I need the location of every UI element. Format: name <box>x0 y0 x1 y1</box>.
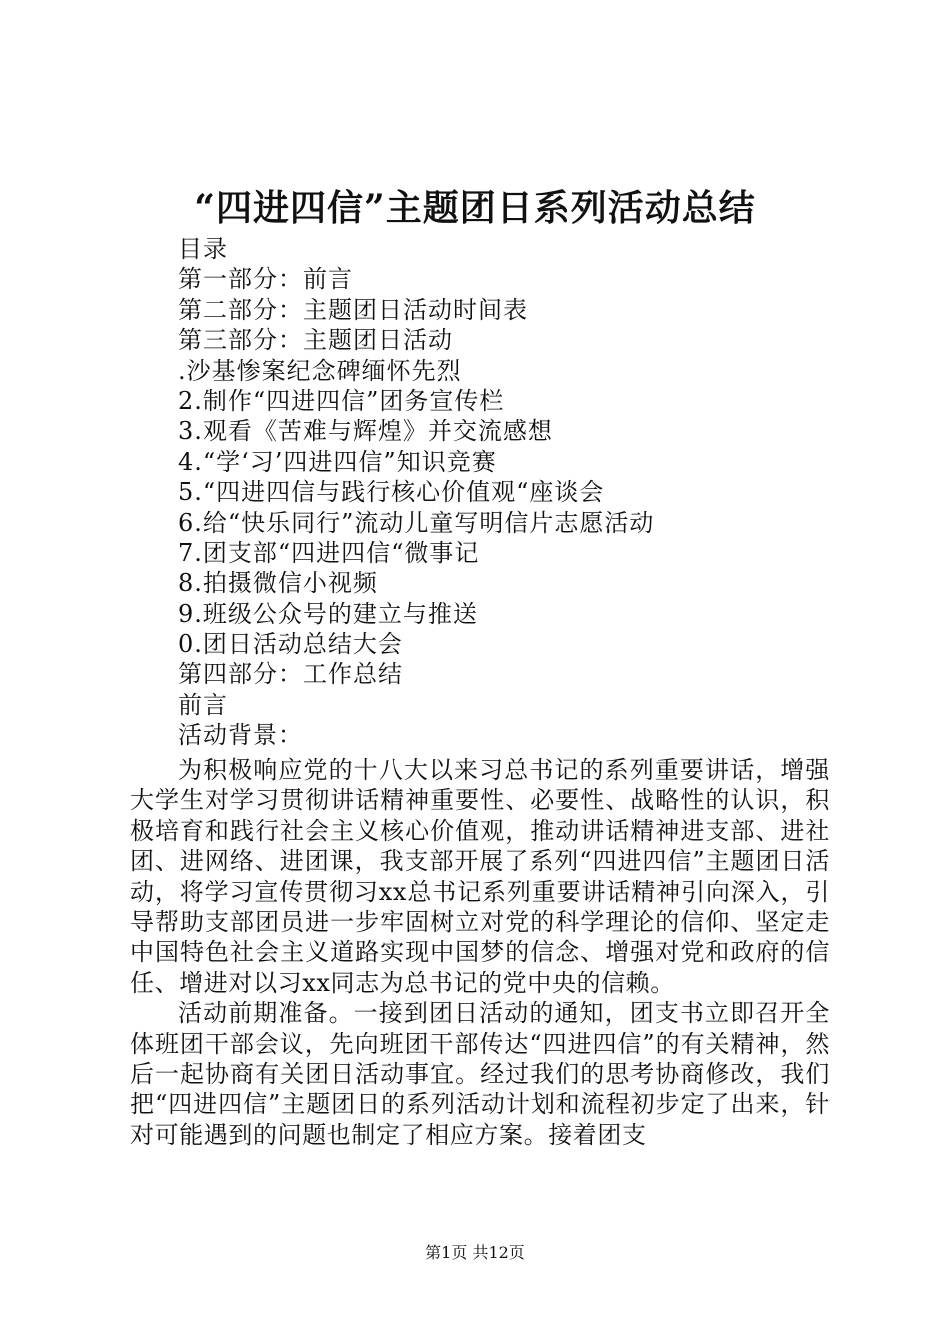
toc-item: 第四部分：工作总结 <box>178 660 403 689</box>
toc-item: 0.团日活动总结大会 <box>178 630 403 659</box>
toc-item: 第二部分：主题团日活动时间表 <box>178 295 528 324</box>
paragraph: 活动前期准备。一接到团日活动的通知，团支书立即召开全体班团干部会议，先向班团干部传达“四进四信”的有关精神，然后一起协商有关团日活动事宜。经过我们的思考协商修改，我们把“四进四信”主题团日的系列活动计划和流程初步定了出来，针对可能遇到的问题也制定了相应方案。接着团支 <box>130 999 830 1149</box>
document-title: “四进四信”主题团日系列活动总结 <box>194 187 756 229</box>
body-text <box>130 755 830 1150</box>
toc-item: .沙基惨案纪念碑缅怀先烈 <box>178 356 462 385</box>
toc-item: 3.观看《苦难与辉煌》并交流感想 <box>178 417 553 446</box>
toc-item: 第三部分：主题团日活动 <box>178 326 453 355</box>
page-number: 第1页 共12页 <box>425 1243 525 1262</box>
subsection-heading: 活动背景： <box>178 721 303 750</box>
paragraph: 为积极响应党的十八大以来习总书记的系列重要讲话，增强大学生对学习贯彻讲话精神重要性、必要性、战略性的认识，积极培育和践行社会主义核心价值观，推动讲话精神进支部、进社团、进网络、进团课，我支部开展了系列“四进四信”主题团日活动，将学习宣传贯彻习xx总书记系列重要讲话精神引向深入，引导帮助支部团员进一步牢固树立对党的科学理论的信仰、坚定走中国特色社会主义道路实现中国梦的信念、增强对党和政府的信任、增进对以习xx同志为总书记的党中央的信赖。 <box>130 756 830 997</box>
toc-item: 第一部分：前言 <box>178 265 353 294</box>
toc-item: 6.给“快乐同行”流动儿童写明信片志愿活动 <box>178 508 655 537</box>
toc-item: 9.班级公众号的建立与推送 <box>178 599 478 628</box>
table-of-contents <box>178 234 654 751</box>
toc-item: 7.团支部“四进四信“微事记 <box>178 538 480 567</box>
toc-item: 4.“学‘习’四进四信”知识竞赛 <box>178 447 497 476</box>
toc-item: 8.拍摄微信小视频 <box>178 569 378 598</box>
section-heading: 前言 <box>178 690 228 719</box>
toc-item: 5.“四进四信与践行核心价值观“座谈会 <box>178 478 605 507</box>
toc-heading: 目录 <box>178 235 228 263</box>
toc-item: 2.制作“四进四信”团务宣传栏 <box>178 386 505 415</box>
